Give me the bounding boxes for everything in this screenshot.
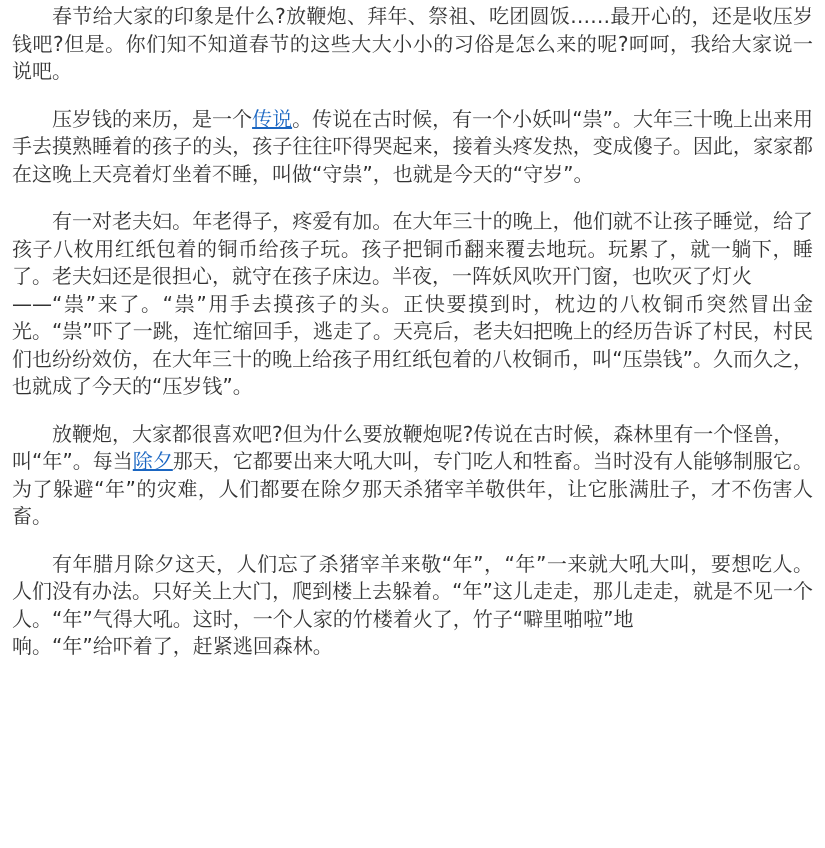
paragraph-4 <box>12 421 813 531</box>
paragraph-1-text: 春节给大家的印象是什么?放鞭炮、拜年、祭祖、吃团圆饭……最开心的，还是收压岁钱吧?但是。你们知不知道春节的这些大大小小的习俗是怎么来的呢?呵呵，我给大家说一说吧。 <box>12 4 813 83</box>
paragraph-3 <box>12 208 813 401</box>
paragraph-4-text-after: 那天，它都要出来大吼大叫，专门吃人和牲畜。当时没有人能够制服它。为了躲避“年”的灾难，人们都要在除夕那天杀猪宰羊敬供年，让它胀满肚子，才不伤害人畜。 <box>12 449 814 528</box>
paragraph-2-text-before: 压岁钱的来历，是一个 <box>52 106 253 131</box>
paragraph-4-line2-start: 叫“年”。每当 <box>12 449 133 473</box>
new-years-eve-link[interactable]: 除夕 <box>132 449 173 473</box>
paragraph-4-text-before: 放鞭炮，大家都很喜欢吧?但为什么要放鞭炮呢?传说在古时候，森林里有一个怪兽， <box>52 421 794 446</box>
legend-link[interactable]: 传说 <box>252 106 293 131</box>
paragraph-1 <box>12 3 813 86</box>
paragraph-5 <box>12 551 813 661</box>
paragraph-3-text-b: ——“祟”来了。“祟”用手去摸孩子的头。正快要摸到时，枕边的八枚铜币突然冒出金光。“祟”吓了一跳，连忙缩回手，逃走了。天亮后，老夫妇把晚上的经历告诉了村民，村民们也纷纷效仿，在大年三十的晚上给孩子用红纸包着的八枚铜币，叫“压祟钱”。久而久之，也就成了今天的“压岁钱”。 <box>12 291 813 398</box>
paragraph-5-text-b: 响。“年”给吓着了，赶紧逃回森林。 <box>12 634 333 658</box>
paragraph-3-text-a: 有一对老夫妇。年老得子，疼爱有加。在大年三十的晚上，他们就不让孩子睡觉，给了孩子八枚用红纸包着的铜币给孩子玩。孩子把铜币翻来覆去地玩。玩累了，就一躺下，睡了。老夫妇还是很担心，就守在孩子床边。半夜，一阵妖风吹开门窗，也吹灭了灯火 <box>12 209 813 288</box>
paragraph-2-text-after: 。传说在古时候，有一个小妖叫“祟”。大年三十晚上出来用手去摸熟睡着的孩子的头，孩子往往吓得哭起来，接着头疼发热，变成傻子。因此，家家都在这晚上天亮着灯坐着不睡，叫做“守祟”，也就是今天的“守岁”。 <box>12 106 813 186</box>
paragraph-5-text-a: 有年腊月除夕这天，人们忘了杀猪宰羊来敬“年”，“年”一来就大吼大叫，要想吃人。人们没有办法。只好关上大门，爬到楼上去躲着。“年”这儿走走，那儿走走，就是不见一个人。“年”气得大吼。这时，一个人家的竹楼着火了，竹子“噼里啪啦”地 <box>12 551 813 631</box>
paragraph-2 <box>12 106 813 189</box>
